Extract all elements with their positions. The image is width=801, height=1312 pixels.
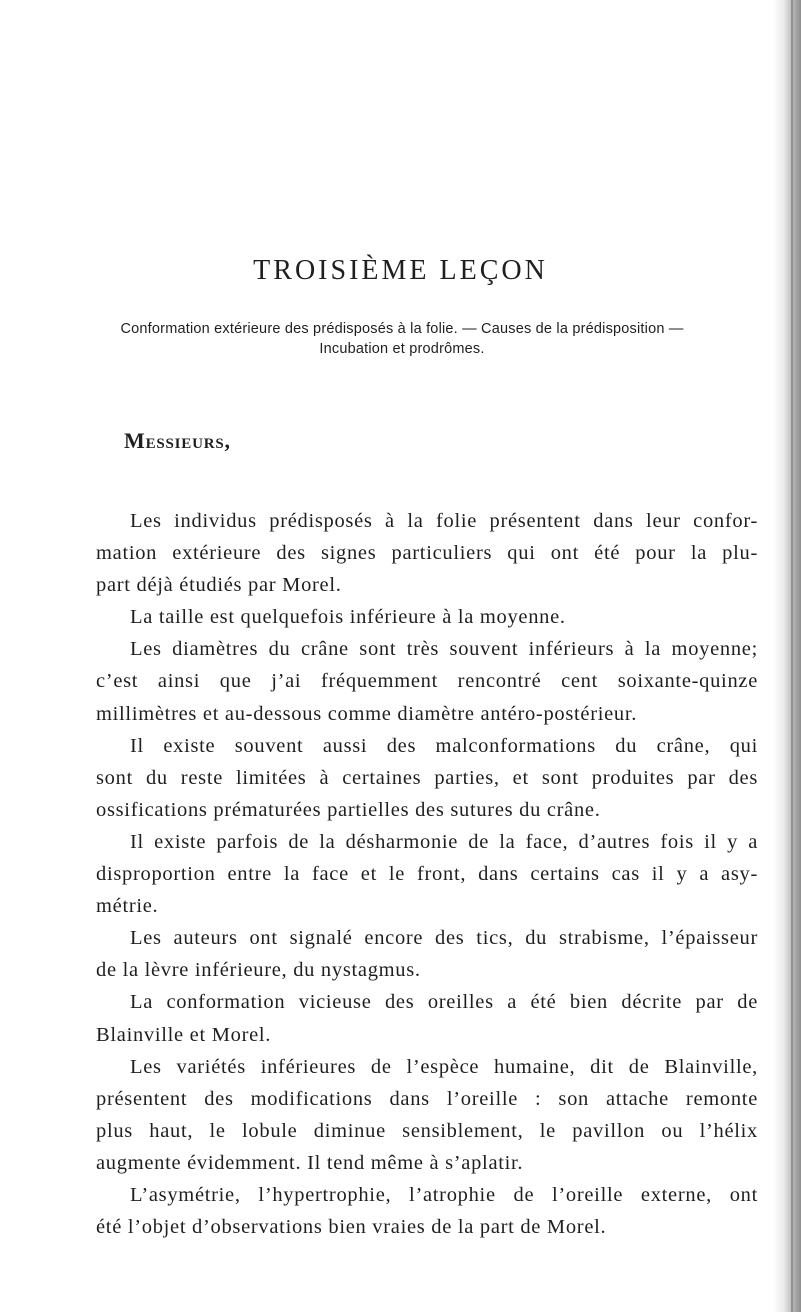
- text-line: métrie.: [96, 895, 159, 918]
- text-line: ossifications prématurées partielles des sutures du crâne.: [96, 798, 601, 821]
- text-line: présentent des modifications dans l’oreille : son attache remonte: [96, 1087, 758, 1110]
- body-text: [96, 505, 758, 1243]
- chapter-summary: Conformation extérieure des prédisposés à la folie. — Causes de la prédisposition — Incubation et prodrômes.: [120, 321, 684, 357]
- text-line: part déjà étudiés par Morel.: [96, 574, 342, 597]
- text-line: L’asymétrie, l’hypertrophie, l’atrophie de l’oreille externe, ont: [130, 1183, 758, 1206]
- text-line: Il existe souvent aussi des malconformations du crâne, qui: [130, 734, 758, 757]
- text-line: disproportion entre la face et le front, dans certains cas il y a asy-: [96, 863, 758, 886]
- text-line: été l’objet d’observations bien vraies de la part de Morel.: [96, 1216, 607, 1239]
- text-line: La conformation vicieuse des oreilles a été bien décrite par de: [130, 991, 758, 1014]
- text-line: millimètres et au-dessous comme diamètre antéro-postérieur.: [96, 702, 638, 725]
- page-edge-line: [791, 0, 793, 1312]
- text-line: Il existe parfois de la désharmonie de la face, d’autres fois il y a: [130, 830, 758, 853]
- text-line: Les auteurs ont signalé encore des tics, du strabisme, l’épaisseur: [130, 927, 758, 950]
- text-line: c’est ainsi que j’ai fréquemment rencontré cent soixante-quinze: [96, 670, 758, 693]
- page-edge-shadow: [773, 0, 801, 1312]
- text-line: plus haut, le lobule diminue sensiblement, le pavillon ou l’hélix: [96, 1119, 758, 1142]
- text-line: La taille est quelquefois inférieure à la moyenne.: [130, 606, 566, 629]
- text-line: Les diamètres du crâne sont très souvent inférieurs à la moyenne;: [130, 638, 758, 661]
- text-line: augmente évidemment. Il tend même à s’aplatir.: [96, 1151, 524, 1174]
- text-line: Les variétés inférieures de l’espèce humaine, dit de Blainville,: [130, 1055, 758, 1078]
- text-line: mation extérieure des signes particuliers qui ont été pour la plu-: [96, 542, 758, 565]
- text-line: Les individus prédisposés à la folie présentent dans leur confor-: [130, 510, 758, 532]
- text-line: sont du reste limitées à certaines parties, et sont produites par des: [96, 766, 758, 789]
- chapter-title: TROISIÈME LEÇON: [253, 255, 548, 286]
- text-line: de la lèvre inférieure, du nystagmus.: [96, 959, 421, 982]
- text-line: Blainville et Morel.: [96, 1023, 272, 1046]
- salutation: Messieurs,: [124, 428, 231, 453]
